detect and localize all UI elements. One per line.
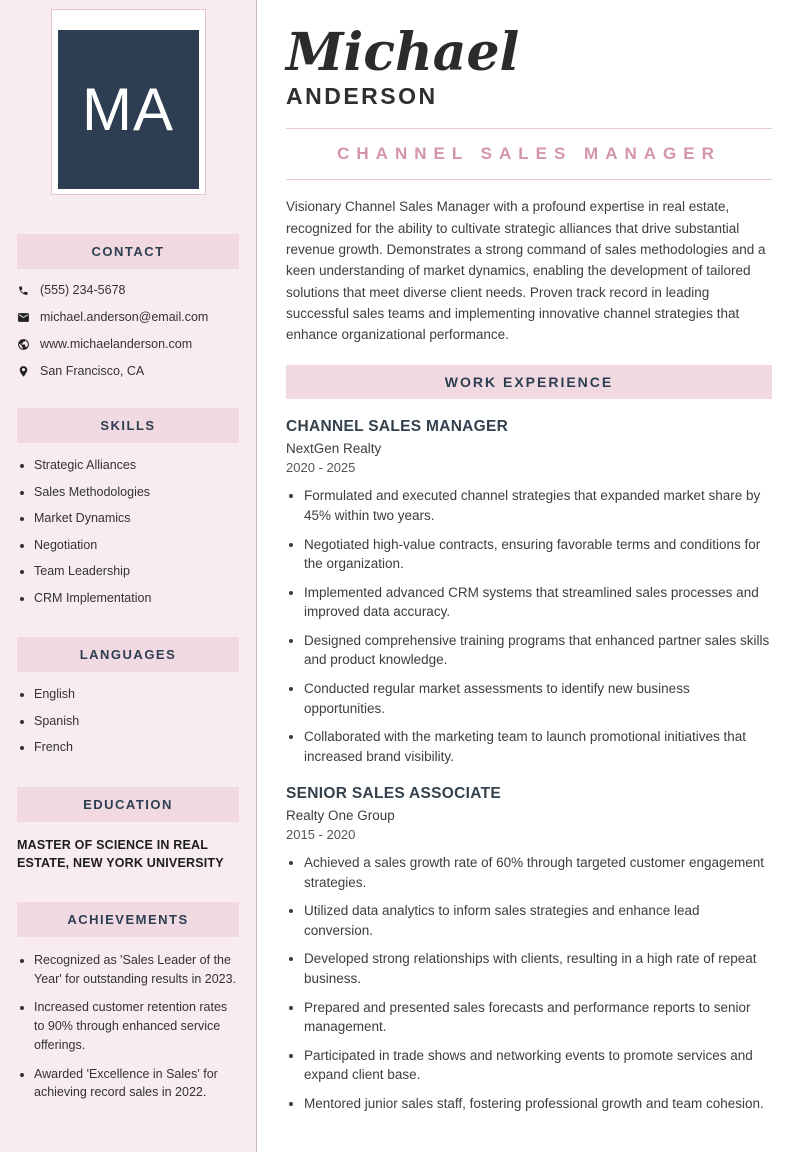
- location-icon: [17, 365, 30, 378]
- skill-item: • Strategic Alliances: [34, 457, 239, 475]
- contact-item-location: [17, 364, 239, 378]
- globe-icon: [17, 338, 30, 351]
- skill-item: • Negotiation: [34, 537, 239, 555]
- contact-phone-text: (555) 234-5678: [40, 283, 126, 297]
- achievements-heading: ACHIEVEMENTS: [17, 902, 239, 937]
- job-bullet: • Prepared and presented sales forecasts and performance reports to senior management.: [304, 998, 772, 1037]
- education-heading: EDUCATION: [17, 787, 239, 822]
- job-dates: 2015 - 2020: [286, 827, 356, 843]
- skills-heading: SKILLS: [17, 408, 239, 443]
- avatar: [51, 9, 206, 195]
- language-item: • Spanish: [34, 713, 239, 731]
- job-bullet: • Achieved a sales growth rate of 60% through targeted customer engagement strategies.: [304, 853, 772, 892]
- languages-list: [34, 686, 239, 757]
- job-bullet: • Negotiated high-value contracts, ensuring favorable terms and conditions for the organization.: [304, 535, 772, 574]
- contact-email-text: michael.anderson@email.com: [40, 310, 209, 324]
- contact-section: [17, 234, 239, 378]
- contact-list: [17, 283, 239, 378]
- work-experience-heading: WORK EXPERIENCE: [286, 365, 772, 399]
- contact-item-website: [17, 337, 239, 351]
- languages-section: [17, 637, 239, 757]
- contact-item-email: [17, 310, 239, 324]
- skill-item: • Team Leadership: [34, 563, 239, 581]
- contact-location-text: San Francisco, CA: [40, 364, 145, 378]
- job-bullet: • Mentored junior sales staff, fostering professional growth and team cohesion.: [304, 1094, 772, 1114]
- skills-section: [17, 408, 239, 607]
- job-bullet-list: [304, 853, 772, 1113]
- skills-list: [34, 457, 239, 607]
- contact-item-phone: [17, 283, 239, 297]
- job-bullet: • Participated in trade shows and networking events to promote services and expand client base.: [304, 1046, 772, 1085]
- job-bullet: • Implemented advanced CRM systems that streamlined sales processes and improved data accuracy.: [304, 583, 772, 622]
- page-title-job: CHANNEL SALES MANAGER: [337, 144, 721, 164]
- education-degree: MASTER OF SCIENCE IN REAL ESTATE, NEW YORK UNIVERSITY: [17, 837, 224, 870]
- job-dates: 2020 - 2025: [286, 460, 356, 476]
- job-role: CHANNEL SALES MANAGER: [286, 418, 509, 436]
- main-content: [257, 0, 800, 1152]
- job-company: Realty One Group: [286, 808, 395, 824]
- email-icon: [17, 311, 30, 324]
- job-bullet: • Formulated and executed channel strategies that expanded market share by 45% within two years.: [304, 486, 772, 525]
- sidebar: [0, 0, 257, 1152]
- first-name: Michael: [286, 22, 520, 83]
- skill-item: • CRM Implementation: [34, 590, 239, 608]
- job-bullet-list: [304, 486, 772, 766]
- contact-heading: CONTACT: [17, 234, 239, 269]
- job-role: SENIOR SALES ASSOCIATE: [286, 785, 502, 803]
- achievement-item: • Recognized as 'Sales Leader of the Year' for outstanding results in 2023.: [34, 951, 239, 989]
- divider: [286, 179, 772, 180]
- achievement-item: • Awarded 'Excellence in Sales' for achieving record sales in 2022.: [34, 1065, 239, 1103]
- job-bullet: • Developed strong relationships with clients, resulting in a high rate of repeat business.: [304, 949, 772, 988]
- job-bullet: • Collaborated with the marketing team to launch promotional initiatives that increased brand visibility.: [304, 727, 772, 766]
- skill-item: • Sales Methodologies: [34, 484, 239, 502]
- job-bullet: • Utilized data analytics to inform sales strategies and enhance lead conversion.: [304, 901, 772, 940]
- job-company: NextGen Realty: [286, 441, 382, 457]
- last-name: ANDERSON: [286, 83, 438, 110]
- avatar-monogram-box: [58, 30, 199, 189]
- language-item: • English: [34, 686, 239, 704]
- divider: [286, 128, 772, 129]
- contact-website-text: www.michaelanderson.com: [40, 337, 193, 351]
- achievement-item: • Increased customer retention rates to 90% through enhanced service offerings.: [34, 998, 239, 1054]
- summary-paragraph: Visionary Channel Sales Manager with a profound expertise in real estate, recognized for the ability to cultivate strategic alliances that drive substantial revenue growth. Demonstrates a strong command of sales methodologies and a keen understanding of market dynamics, enabling the development of tailored solutions that meet diverse client needs. Proven track record in leading successful sales teams and implementing innovative channel strategies that enhance organizational performance.: [286, 199, 766, 343]
- phone-icon: [17, 284, 30, 297]
- languages-heading: LANGUAGES: [17, 637, 239, 672]
- job-entry: [286, 785, 772, 1113]
- job-entry: [286, 418, 772, 766]
- education-section: [17, 787, 239, 872]
- achievements-section: [17, 902, 239, 1102]
- job-bullet: • Conducted regular market assessments to identify new business opportunities.: [304, 679, 772, 718]
- avatar-initials: MA: [82, 76, 174, 143]
- job-bullet: • Designed comprehensive training programs that enhanced partner sales skills and product knowledge.: [304, 631, 772, 670]
- achievements-list: [34, 951, 239, 1102]
- language-item: • French: [34, 739, 239, 757]
- skill-item: • Market Dynamics: [34, 510, 239, 528]
